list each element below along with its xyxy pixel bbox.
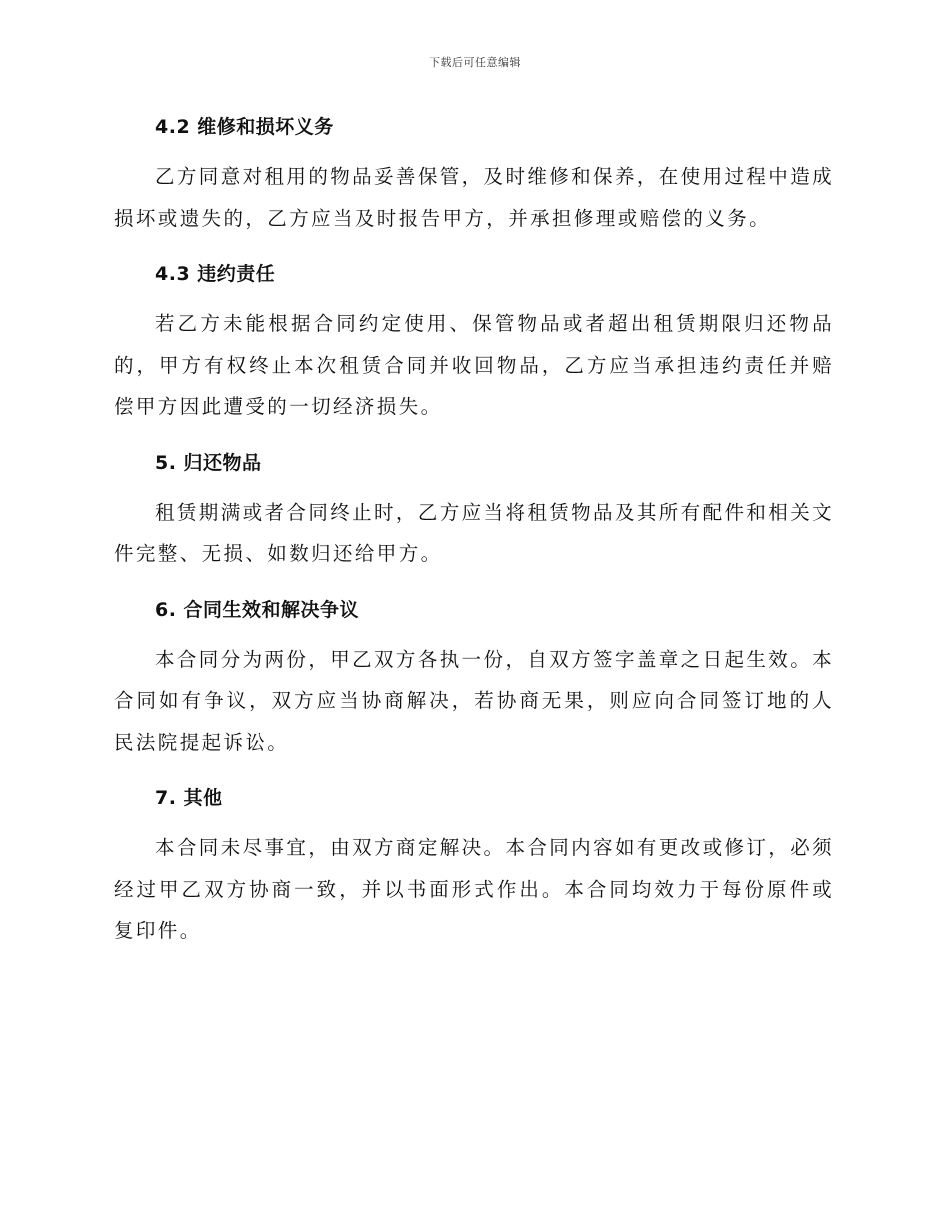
document-body — [114, 112, 834, 972]
section-body-6: 本合同分为两份，甲乙双方各执一份，自双方签字盖章之日起生效。本合同如有争议，双方应当协商解决，若协商无果，则应向合同签订地的人民法院提起诉讼。 — [114, 647, 834, 754]
section-heading-4-3: 4.3 违约责任 — [155, 263, 276, 285]
section-body-5: 租赁期满或者合同终止时，乙方应当将租赁物品及其所有配件和相关文件完整、无损、如数归还给甲方。 — [114, 500, 834, 565]
section-body-4-2: 乙方同意对租用的物品妥善保管，及时维修和保养，在使用过程中造成损坏或遗失的，乙方应当及时报告甲方，并承担修理或赔偿的义务。 — [114, 165, 834, 230]
section-heading-4-2: 4.2 维修和损坏义务 — [155, 116, 334, 138]
section-heading-7: 7. 其他 — [155, 787, 223, 809]
section-heading-6: 6. 合同生效和解决争议 — [155, 598, 360, 621]
section-heading-5: 5. 归还物品 — [155, 451, 262, 474]
section-body-7: 本合同未尽事宜，由双方商定解决。本合同内容如有更改或修订，必须经过甲乙双方协商一致，并以书面形式作出。本合同均效力于每份原件或复印件。 — [114, 836, 834, 942]
section-body-4-3: 若乙方未能根据合同约定使用、保管物品或者超出租赁期限归还物品的，甲方有权终止本次租赁合同并收回物品，乙方应当承担违约责任并赔偿甲方因此遭受的一切经济损失。 — [114, 312, 834, 418]
page-header: 下载后可任意编辑 — [429, 56, 521, 69]
